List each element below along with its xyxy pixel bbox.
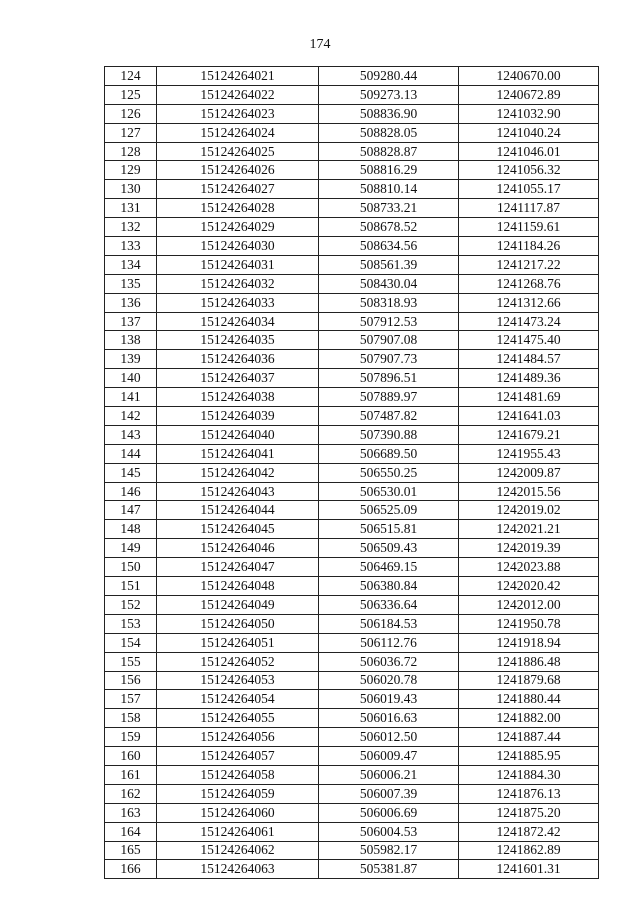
- row-number-cell: 139: [105, 350, 157, 369]
- row-number-cell: 136: [105, 293, 157, 312]
- x-coordinate-cell: 506336.64: [319, 595, 459, 614]
- y-coordinate-cell: 1241473.24: [459, 312, 599, 331]
- y-coordinate-cell: 1241117.87: [459, 199, 599, 218]
- y-coordinate-cell: 1241885.95: [459, 747, 599, 766]
- y-coordinate-cell: 1241679.21: [459, 425, 599, 444]
- point-id-cell: 15124264051: [157, 633, 319, 652]
- row-number-cell: 134: [105, 255, 157, 274]
- x-coordinate-cell: 507487.82: [319, 407, 459, 426]
- x-coordinate-cell: 507889.97: [319, 388, 459, 407]
- point-id-cell: 15124264062: [157, 841, 319, 860]
- y-coordinate-cell: 1241184.26: [459, 237, 599, 256]
- row-number-cell: 142: [105, 407, 157, 426]
- row-number-cell: 146: [105, 482, 157, 501]
- x-coordinate-cell: 506530.01: [319, 482, 459, 501]
- y-coordinate-cell: 1242023.88: [459, 558, 599, 577]
- y-coordinate-cell: 1241884.30: [459, 765, 599, 784]
- row-number-cell: 128: [105, 142, 157, 161]
- table-row: [105, 765, 599, 784]
- row-number-cell: 166: [105, 860, 157, 879]
- table-row: [105, 577, 599, 596]
- table-row: [105, 690, 599, 709]
- y-coordinate-cell: 1242019.39: [459, 539, 599, 558]
- y-coordinate-cell: 1241475.40: [459, 331, 599, 350]
- point-id-cell: 15124264043: [157, 482, 319, 501]
- point-id-cell: 15124264059: [157, 784, 319, 803]
- table-row: [105, 784, 599, 803]
- x-coordinate-cell: 506112.76: [319, 633, 459, 652]
- table-row: [105, 501, 599, 520]
- x-coordinate-cell: 508561.39: [319, 255, 459, 274]
- point-id-cell: 15124264035: [157, 331, 319, 350]
- x-coordinate-cell: 506020.78: [319, 671, 459, 690]
- table-row: [105, 652, 599, 671]
- x-coordinate-cell: 506009.47: [319, 747, 459, 766]
- row-number-cell: 133: [105, 237, 157, 256]
- row-number-cell: 140: [105, 369, 157, 388]
- y-coordinate-cell: 1241887.44: [459, 728, 599, 747]
- y-coordinate-cell: 1241601.31: [459, 860, 599, 879]
- x-coordinate-cell: 508430.04: [319, 274, 459, 293]
- point-id-cell: 15124264058: [157, 765, 319, 784]
- table-row: [105, 407, 599, 426]
- y-coordinate-cell: 1242021.21: [459, 520, 599, 539]
- point-id-cell: 15124264061: [157, 822, 319, 841]
- y-coordinate-cell: 1241046.01: [459, 142, 599, 161]
- point-id-cell: 15124264034: [157, 312, 319, 331]
- x-coordinate-cell: 505381.87: [319, 860, 459, 879]
- table-row: [105, 388, 599, 407]
- table-row: [105, 237, 599, 256]
- point-id-cell: 15124264047: [157, 558, 319, 577]
- row-number-cell: 154: [105, 633, 157, 652]
- point-id-cell: 15124264056: [157, 728, 319, 747]
- point-id-cell: 15124264025: [157, 142, 319, 161]
- y-coordinate-cell: 1242019.02: [459, 501, 599, 520]
- x-coordinate-cell: 507907.08: [319, 331, 459, 350]
- table-row: [105, 444, 599, 463]
- row-number-cell: 138: [105, 331, 157, 350]
- row-number-cell: 161: [105, 765, 157, 784]
- point-id-cell: 15124264021: [157, 67, 319, 86]
- point-id-cell: 15124264037: [157, 369, 319, 388]
- point-id-cell: 15124264060: [157, 803, 319, 822]
- y-coordinate-cell: 1242009.87: [459, 463, 599, 482]
- row-number-cell: 143: [105, 425, 157, 444]
- y-coordinate-cell: 1242015.56: [459, 482, 599, 501]
- y-coordinate-cell: 1241955.43: [459, 444, 599, 463]
- table-row: [105, 482, 599, 501]
- row-number-cell: 163: [105, 803, 157, 822]
- x-coordinate-cell: 508816.29: [319, 161, 459, 180]
- x-coordinate-cell: 508634.56: [319, 237, 459, 256]
- point-id-cell: 15124264041: [157, 444, 319, 463]
- y-coordinate-cell: 1240670.00: [459, 67, 599, 86]
- table-row: [105, 218, 599, 237]
- table-row: [105, 539, 599, 558]
- table-row: [105, 331, 599, 350]
- table-row: [105, 595, 599, 614]
- table-row: [105, 633, 599, 652]
- x-coordinate-cell: 506019.43: [319, 690, 459, 709]
- table-row: [105, 104, 599, 123]
- x-coordinate-cell: 506012.50: [319, 728, 459, 747]
- y-coordinate-cell: 1242012.00: [459, 595, 599, 614]
- row-number-cell: 153: [105, 614, 157, 633]
- table-row: [105, 822, 599, 841]
- row-number-cell: 156: [105, 671, 157, 690]
- table-row: [105, 123, 599, 142]
- point-id-cell: 15124264038: [157, 388, 319, 407]
- point-id-cell: 15124264029: [157, 218, 319, 237]
- row-number-cell: 152: [105, 595, 157, 614]
- row-number-cell: 132: [105, 218, 157, 237]
- point-id-cell: 15124264054: [157, 690, 319, 709]
- table-row: [105, 860, 599, 879]
- y-coordinate-cell: 1241950.78: [459, 614, 599, 633]
- x-coordinate-cell: 506006.21: [319, 765, 459, 784]
- y-coordinate-cell: 1241312.66: [459, 293, 599, 312]
- point-id-cell: 15124264040: [157, 425, 319, 444]
- point-id-cell: 15124264042: [157, 463, 319, 482]
- point-id-cell: 15124264052: [157, 652, 319, 671]
- point-id-cell: 15124264032: [157, 274, 319, 293]
- x-coordinate-cell: 506509.43: [319, 539, 459, 558]
- point-id-cell: 15124264031: [157, 255, 319, 274]
- x-coordinate-cell: 508678.52: [319, 218, 459, 237]
- table-row: [105, 274, 599, 293]
- point-id-cell: 15124264057: [157, 747, 319, 766]
- point-id-cell: 15124264039: [157, 407, 319, 426]
- y-coordinate-cell: 1241862.89: [459, 841, 599, 860]
- x-coordinate-cell: 508836.90: [319, 104, 459, 123]
- x-coordinate-cell: 506380.84: [319, 577, 459, 596]
- point-id-cell: 15124264055: [157, 709, 319, 728]
- table-row: [105, 728, 599, 747]
- point-id-cell: 15124264036: [157, 350, 319, 369]
- table-row: [105, 841, 599, 860]
- y-coordinate-cell: 1241056.32: [459, 161, 599, 180]
- x-coordinate-cell: 509280.44: [319, 67, 459, 86]
- point-id-cell: 15124264045: [157, 520, 319, 539]
- y-coordinate-cell: 1241055.17: [459, 180, 599, 199]
- y-coordinate-cell: 1241217.22: [459, 255, 599, 274]
- point-id-cell: 15124264027: [157, 180, 319, 199]
- x-coordinate-cell: 506036.72: [319, 652, 459, 671]
- y-coordinate-cell: 1241875.20: [459, 803, 599, 822]
- x-coordinate-cell: 509273.13: [319, 85, 459, 104]
- y-coordinate-cell: 1241872.42: [459, 822, 599, 841]
- row-number-cell: 130: [105, 180, 157, 199]
- row-number-cell: 165: [105, 841, 157, 860]
- row-number-cell: 144: [105, 444, 157, 463]
- y-coordinate-cell: 1241880.44: [459, 690, 599, 709]
- y-coordinate-cell: 1241876.13: [459, 784, 599, 803]
- table-row: [105, 520, 599, 539]
- x-coordinate-cell: 508810.14: [319, 180, 459, 199]
- table-row: [105, 614, 599, 633]
- y-coordinate-cell: 1241484.57: [459, 350, 599, 369]
- row-number-cell: 159: [105, 728, 157, 747]
- y-coordinate-cell: 1241268.76: [459, 274, 599, 293]
- table-row: [105, 425, 599, 444]
- table-row: [105, 709, 599, 728]
- x-coordinate-cell: 506184.53: [319, 614, 459, 633]
- row-number-cell: 129: [105, 161, 157, 180]
- table-row: [105, 199, 599, 218]
- x-coordinate-cell: 506515.81: [319, 520, 459, 539]
- row-number-cell: 137: [105, 312, 157, 331]
- row-number-cell: 149: [105, 539, 157, 558]
- row-number-cell: 147: [105, 501, 157, 520]
- table-row: [105, 293, 599, 312]
- table-row: [105, 747, 599, 766]
- x-coordinate-cell: 506550.25: [319, 463, 459, 482]
- x-coordinate-cell: 506007.39: [319, 784, 459, 803]
- y-coordinate-cell: 1241040.24: [459, 123, 599, 142]
- row-number-cell: 145: [105, 463, 157, 482]
- point-id-cell: 15124264063: [157, 860, 319, 879]
- x-coordinate-cell: 507896.51: [319, 369, 459, 388]
- row-number-cell: 131: [105, 199, 157, 218]
- point-id-cell: 15124264044: [157, 501, 319, 520]
- point-id-cell: 15124264022: [157, 85, 319, 104]
- table-row: [105, 142, 599, 161]
- x-coordinate-cell: 507390.88: [319, 425, 459, 444]
- point-id-cell: 15124264033: [157, 293, 319, 312]
- y-coordinate-cell: 1242020.42: [459, 577, 599, 596]
- table-row: [105, 350, 599, 369]
- table-row: [105, 67, 599, 86]
- row-number-cell: 127: [105, 123, 157, 142]
- x-coordinate-cell: 506469.15: [319, 558, 459, 577]
- table-row: [105, 369, 599, 388]
- y-coordinate-cell: 1240672.89: [459, 85, 599, 104]
- coordinates-table: [104, 66, 599, 879]
- row-number-cell: 157: [105, 690, 157, 709]
- y-coordinate-cell: 1241481.69: [459, 388, 599, 407]
- x-coordinate-cell: 506016.63: [319, 709, 459, 728]
- x-coordinate-cell: 505982.17: [319, 841, 459, 860]
- x-coordinate-cell: 506525.09: [319, 501, 459, 520]
- table-row: [105, 161, 599, 180]
- row-number-cell: 124: [105, 67, 157, 86]
- y-coordinate-cell: 1241489.36: [459, 369, 599, 388]
- point-id-cell: 15124264026: [157, 161, 319, 180]
- x-coordinate-cell: 506006.69: [319, 803, 459, 822]
- table-row: [105, 312, 599, 331]
- point-id-cell: 15124264048: [157, 577, 319, 596]
- row-number-cell: 135: [105, 274, 157, 293]
- point-id-cell: 15124264024: [157, 123, 319, 142]
- x-coordinate-cell: 507912.53: [319, 312, 459, 331]
- row-number-cell: 158: [105, 709, 157, 728]
- table-row: [105, 85, 599, 104]
- point-id-cell: 15124264046: [157, 539, 319, 558]
- page-number: 174: [309, 37, 331, 52]
- row-number-cell: 150: [105, 558, 157, 577]
- table-row: [105, 180, 599, 199]
- point-id-cell: 15124264050: [157, 614, 319, 633]
- row-number-cell: 125: [105, 85, 157, 104]
- y-coordinate-cell: 1241886.48: [459, 652, 599, 671]
- table-row: [105, 463, 599, 482]
- x-coordinate-cell: 507907.73: [319, 350, 459, 369]
- table-row: [105, 671, 599, 690]
- x-coordinate-cell: 508733.21: [319, 199, 459, 218]
- y-coordinate-cell: 1241032.90: [459, 104, 599, 123]
- row-number-cell: 151: [105, 577, 157, 596]
- point-id-cell: 15124264028: [157, 199, 319, 218]
- point-id-cell: 15124264030: [157, 237, 319, 256]
- y-coordinate-cell: 1241882.00: [459, 709, 599, 728]
- x-coordinate-cell: 508318.93: [319, 293, 459, 312]
- y-coordinate-cell: 1241879.68: [459, 671, 599, 690]
- point-id-cell: 15124264023: [157, 104, 319, 123]
- point-id-cell: 15124264049: [157, 595, 319, 614]
- x-coordinate-cell: 508828.87: [319, 142, 459, 161]
- coordinates-table-body: [105, 67, 599, 879]
- row-number-cell: 148: [105, 520, 157, 539]
- y-coordinate-cell: 1241918.94: [459, 633, 599, 652]
- x-coordinate-cell: 506004.53: [319, 822, 459, 841]
- row-number-cell: 162: [105, 784, 157, 803]
- row-number-cell: 164: [105, 822, 157, 841]
- x-coordinate-cell: 506689.50: [319, 444, 459, 463]
- table-row: [105, 803, 599, 822]
- y-coordinate-cell: 1241641.03: [459, 407, 599, 426]
- table-row: [105, 255, 599, 274]
- point-id-cell: 15124264053: [157, 671, 319, 690]
- row-number-cell: 141: [105, 388, 157, 407]
- row-number-cell: 160: [105, 747, 157, 766]
- y-coordinate-cell: 1241159.61: [459, 218, 599, 237]
- x-coordinate-cell: 508828.05: [319, 123, 459, 142]
- table-row: [105, 558, 599, 577]
- row-number-cell: 126: [105, 104, 157, 123]
- row-number-cell: 155: [105, 652, 157, 671]
